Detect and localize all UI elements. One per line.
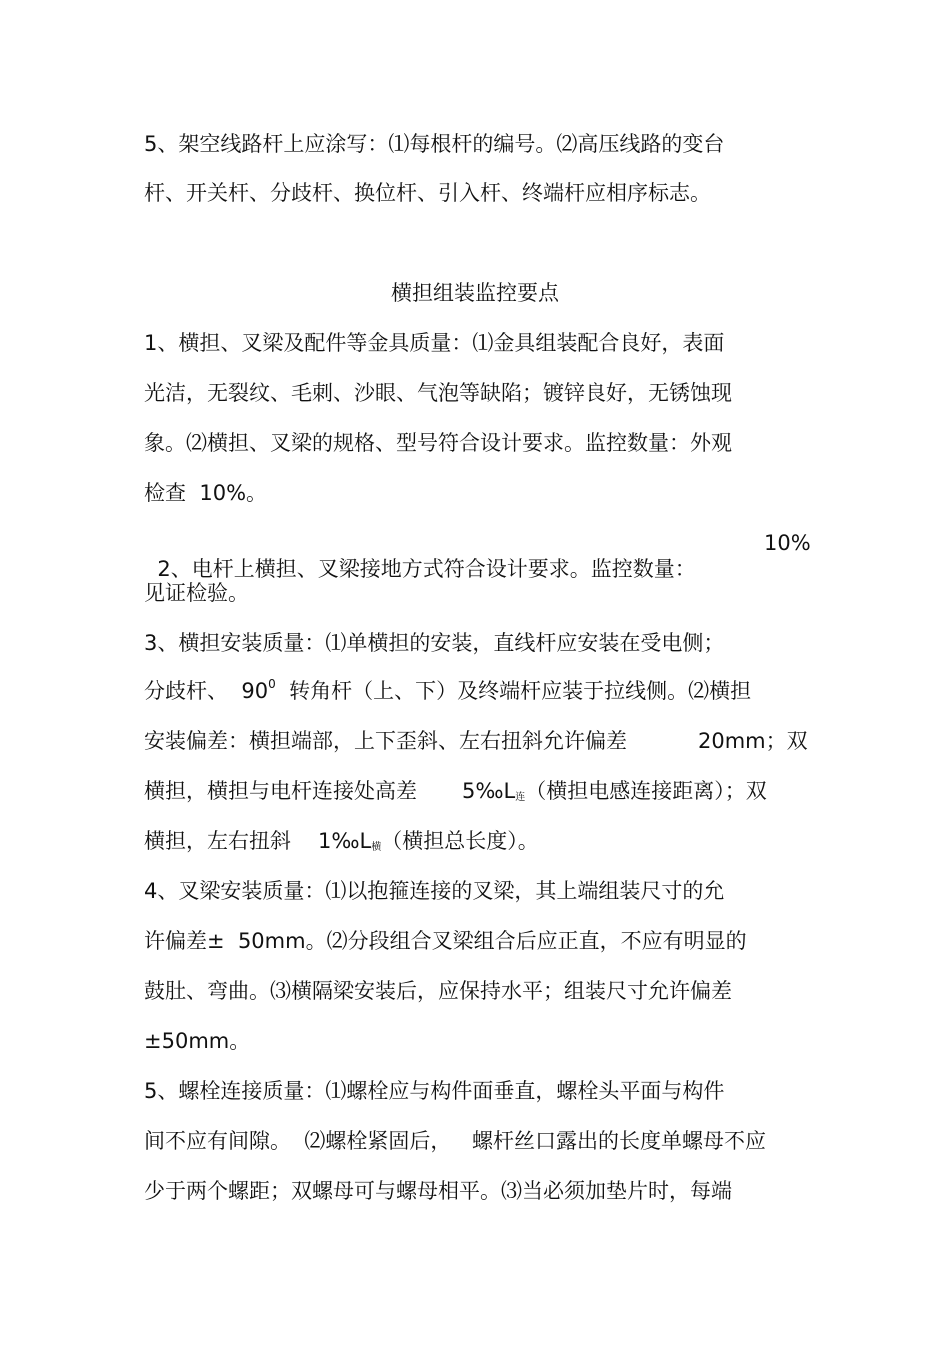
item3-line-5-b: 1‰L	[318, 829, 372, 853]
item3-line-5-c: （横担总长度）。	[381, 829, 539, 853]
item5b-line-1: 5、螺栓连接质量：⑴螺栓应与构件面垂直，螺栓头平面与构件	[144, 1079, 725, 1103]
item3-line-3-text: 安装偏差：横担端部，上下歪斜、左右扭斜允许偏差	[144, 729, 627, 753]
degree-superscript: 0	[268, 677, 276, 691]
item2-line-1	[144, 530, 696, 582]
item5b-line-2-rest: 螺杆丝口露出的长度单螺母不应	[472, 1129, 766, 1153]
item5-line-2: 杆、开关杆、分歧杆、换位杆、引入杆、终端杆应相序标志。	[144, 181, 711, 205]
item4-line-3: 鼓肚、弯曲。⑶横隔梁安装后，应保持水平；组装尺寸允许偏差	[144, 979, 732, 1003]
item4-line-4: ±50mm。	[144, 1029, 251, 1053]
item1-line-4: 检查 10%。	[144, 481, 268, 505]
section-title: 横担组装监控要点	[391, 281, 559, 305]
item3-line-4-text: 横担，横担与电杆连接处高差	[144, 779, 417, 803]
item2-line-2: 见证检验。	[144, 581, 249, 605]
item1-line-2: 光洁，无裂纹、毛刺、沙眼、气泡等缺陷；镀锌良好，无锈蚀现	[144, 381, 732, 405]
item3-line-3-value: 20mm；双	[698, 729, 808, 753]
item3-line-1: 3、横担安装质量：⑴单横担的安装，直线杆应安装在受电侧；	[144, 631, 725, 655]
item1-line-1: 1、横担、叉梁及配件等金具质量：⑴金具组装配合良好，表面	[144, 331, 725, 355]
item3-line-5-value	[318, 828, 539, 859]
item1-line-3: 象。⑵横担、叉梁的规格、型号符合设计要求。监控数量：外观	[144, 431, 732, 455]
item3-line-4-subscript: 连	[515, 792, 526, 803]
item3-line-4-b: 5‰L	[462, 779, 516, 803]
item3-line-5-text: 横担，左右扭斜	[144, 829, 291, 853]
item5b-line-3: 少于两个螺距；双螺母可与螺母相平。⑶当必须加垫片时，每端	[144, 1179, 732, 1203]
item2-line-1-text: 2、电杆上横担、叉梁接地方式符合设计要求。监控数量：	[157, 557, 696, 581]
item3-line-4-value	[462, 778, 767, 809]
item3-line-4-c: （横担电感连接距离）；双	[525, 779, 767, 803]
item4-line-2: 许偏差± 50mm。⑵分段组合叉梁组合后应正直，不应有明显的	[144, 929, 747, 953]
item3-line-2-a: 分歧杆、 90	[144, 679, 269, 703]
item3-line-2-b: 转角杆（上、下）及终端杆应装于拉线侧。⑵横担	[275, 679, 752, 703]
item5b-line-2-text: 间不应有间隙。 ⑵螺栓紧固后，	[144, 1129, 452, 1153]
item2-line-1-value: 10%	[764, 531, 811, 555]
item3-line-5-subscript: 横	[371, 842, 382, 853]
item5-line-1: 5、架空线路杆上应涂写：⑴每根杆的编号。⑵高压线路的变台	[144, 132, 725, 156]
item4-line-1: 4、叉梁安装质量：⑴以抱箍连接的叉梁，其上端组装尺寸的允	[144, 879, 725, 903]
item3-line-2	[144, 678, 751, 704]
